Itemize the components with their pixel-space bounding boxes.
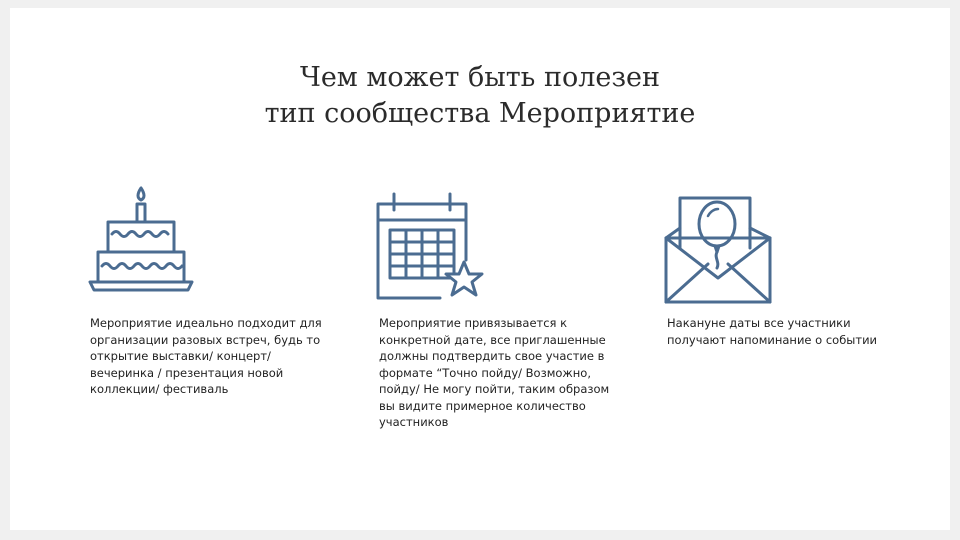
column-2-text: Мероприятие привязывается к конкретной дате, все приглашенные должны подтвердить свое участие в формате “Точно пойду/ Возможно, пойду/ Не могу пойти, таким образом вы видите примерное количество участников: [379, 316, 610, 429]
birthday-cake-icon: [88, 186, 198, 296]
calendar-star-icon: [374, 190, 486, 302]
column-1-text: Мероприятие идеально подходит для организации разовых встреч, будь то открытие выставки/ концерт/ вечеринка / презентация новой коллекции/ фестиваль: [90, 316, 322, 396]
title-line-1: Чем может быть полезен: [299, 62, 661, 93]
title-line-2: тип сообщества Мероприятие: [264, 98, 696, 129]
envelope-balloon-icon: [664, 194, 774, 306]
slide: [10, 8, 950, 530]
slide-title: [10, 60, 950, 132]
column-3-text: Накануне даты все участники получают напоминание о событии: [667, 316, 878, 347]
